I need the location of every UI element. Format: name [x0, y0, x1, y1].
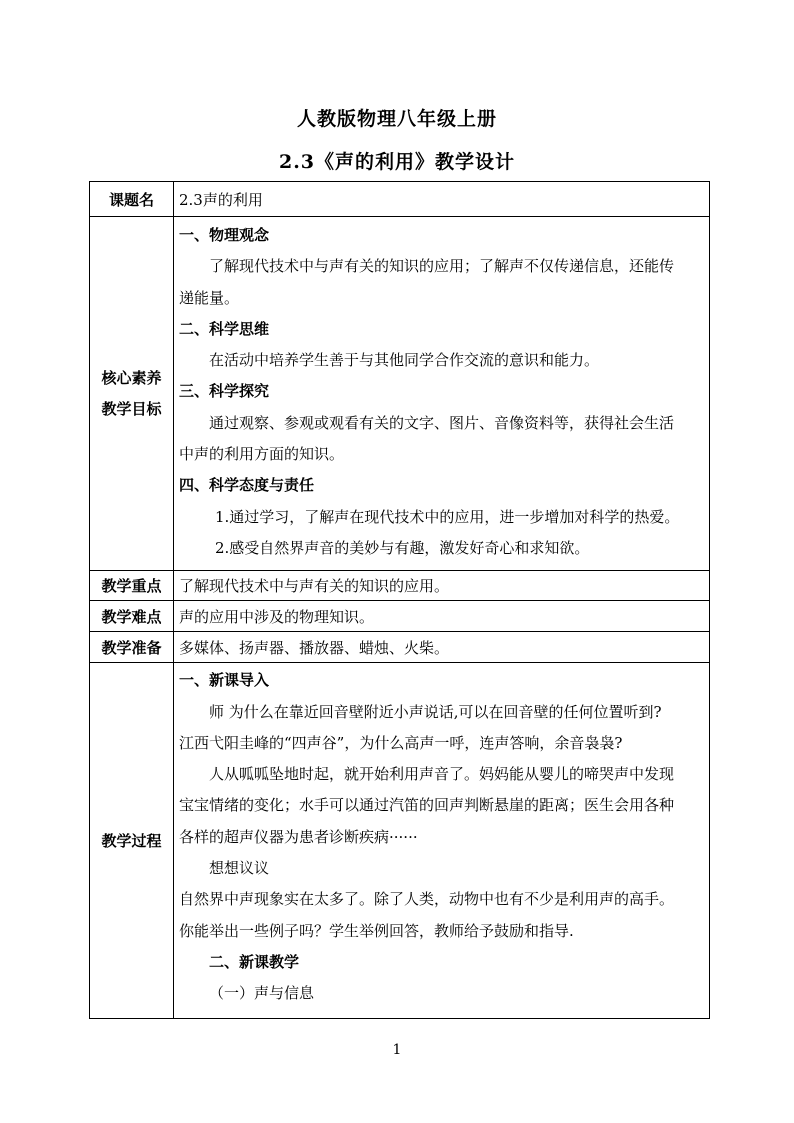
- preparation-label: 教学准备: [90, 632, 174, 663]
- doc-title-line2: 2.3《声的利用》教学设计: [278, 151, 516, 173]
- topic-row: [90, 182, 710, 217]
- process-content: [174, 663, 710, 1018]
- goals-heading-physics: 一、物理观念: [179, 226, 270, 244]
- process-heading-teaching: 二、新课教学: [209, 952, 300, 971]
- process-text: 你能举出一些例子吗？学生举例回答，教师给予鼓励和指导.: [179, 921, 574, 940]
- process-text: 各样的超声仪器为患者诊断疾病······: [179, 827, 418, 846]
- goals-label-line1: 核心素养: [101, 368, 162, 387]
- difficulty-row: [90, 601, 710, 632]
- difficulty-label: 教学难点: [90, 601, 174, 632]
- goals-text: 1.通过学习，了解声在现代技术中的应用，进一步增加对科学的热爱。: [215, 507, 680, 526]
- process-text: 自然界中声现象实在太多了。除了人类，动物中也有不少是利用声的高手。: [179, 890, 675, 909]
- topic-label: 课题名: [90, 182, 174, 217]
- goals-heading-inquiry: 三、科学探究: [179, 382, 270, 401]
- goals-label-line2: 教学目标: [101, 399, 162, 418]
- goals-text: 了解现代技术中与声有关的知识的应用；了解声不仅传递信息，还能传: [209, 257, 675, 276]
- preparation-value: 多媒体、扬声器、播放器、蜡烛、火柴。: [174, 632, 710, 663]
- goals-text: 递能量。: [179, 288, 240, 307]
- key-point-value: 了解现代技术中与声有关的知识的应用。: [174, 571, 710, 601]
- process-row: [90, 663, 710, 1018]
- goals-text: 通过观察、参观或观看有关的文字、图片、音像资料等，获得社会生活: [209, 413, 675, 432]
- goals-text: 在活动中培养学生善于与其他同学合作交流的意识和能力。: [209, 351, 600, 370]
- goals-row: [90, 217, 710, 571]
- topic-value: 2.3声的利用: [174, 182, 710, 217]
- process-text: 师 为什么在靠近回音壁附近小声说话,可以在回音壁的任何位置听到?: [209, 702, 662, 721]
- goals-label: [90, 217, 174, 571]
- goals-heading-thinking: 二、科学思维: [179, 319, 270, 338]
- process-heading-intro: 一、新课导入: [179, 671, 270, 690]
- lesson-plan-table: [89, 181, 710, 1019]
- process-text: 江西弋阳圭峰的“四声谷”，为什么高声一呼，连声答响，余音袅袅?: [179, 733, 623, 752]
- process-text: 宝宝情绪的变化；水手可以通过汽笛的回声判断悬崖的距离；医生会用各种: [179, 796, 675, 815]
- doc-title-line1: 人教版物理八年级上册: [296, 108, 497, 130]
- process-label: 教学过程: [90, 663, 174, 1018]
- goals-heading-attitude: 四、科学态度与责任: [179, 476, 315, 495]
- process-text: 人从呱呱坠地时起，就开始利用声音了。妈妈能从婴儿的啼哭声中发现: [209, 765, 675, 784]
- key-point-label: 教学重点: [90, 571, 174, 601]
- process-text: （一）声与信息: [209, 984, 315, 1003]
- goals-text: 中声的利用方面的知识。: [179, 445, 345, 464]
- key-point-row: [90, 571, 710, 601]
- page-number: 1: [392, 1042, 402, 1058]
- difficulty-value: 声的应用中涉及的物理知识。: [174, 601, 710, 632]
- process-text: 想想议议: [209, 859, 270, 878]
- preparation-row: [90, 632, 710, 663]
- goals-text: 2.感受自然界声音的美妙与有趣，激发好奇心和求知欲。: [215, 538, 590, 557]
- goals-content: [174, 217, 710, 571]
